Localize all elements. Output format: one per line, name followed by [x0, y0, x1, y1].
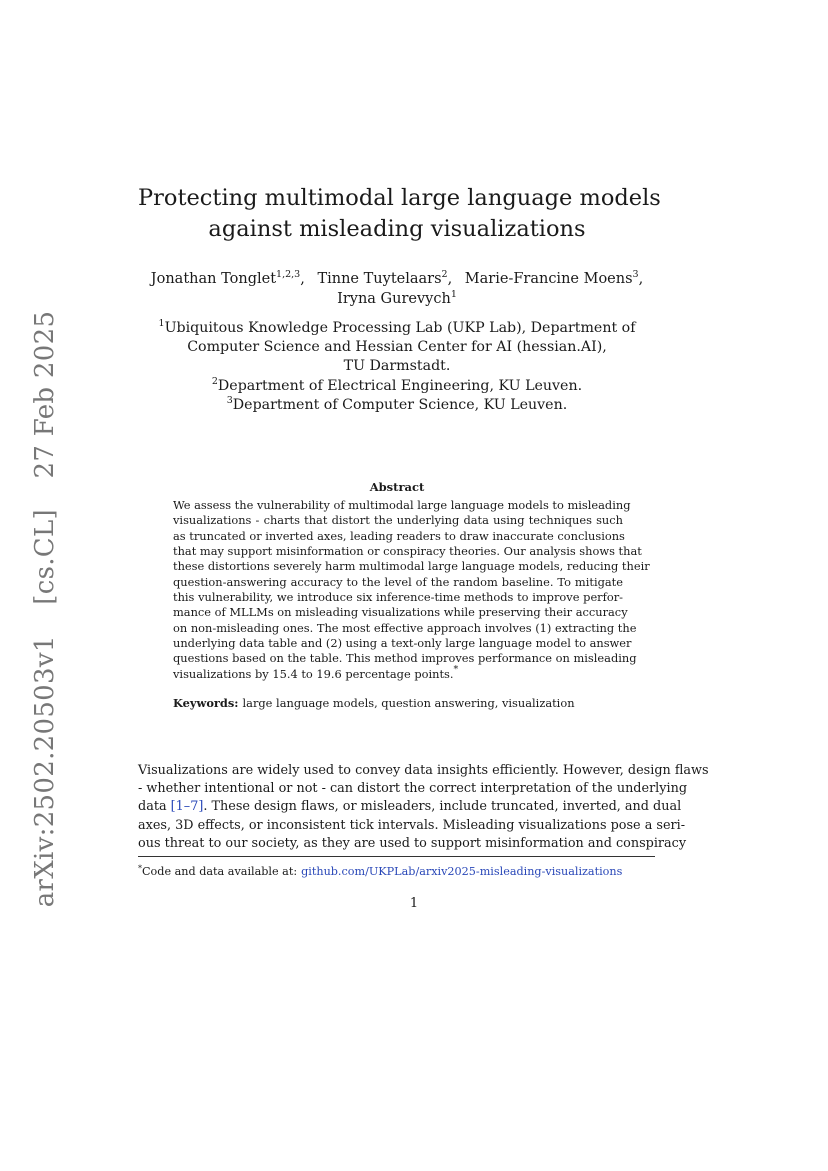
abstract-line: mance of MLLMs on misleading visualizations while preserving their accuracy [173, 605, 628, 620]
author-row-1 [138, 269, 656, 289]
abstract-heading: Abstract [369, 480, 425, 494]
footnote [138, 864, 622, 878]
author-name: Marie-Francine Moens [464, 271, 633, 287]
abstract-line: questions based on the table. This method improves performance on misleading [173, 651, 637, 666]
keywords-label: Keywords: [173, 696, 239, 710]
footnote-marker: * [138, 864, 142, 873]
author-separator: , [638, 271, 644, 287]
affiliations [138, 319, 656, 415]
intro-line: Visualizations are widely used to convey data insights efficiently. However, design flaws [138, 763, 709, 778]
abstract-line: as truncated or inverted axes, leading readers to draw inaccurate conclusions [173, 528, 625, 543]
abstract-line: these distortions severely harm multimodal large language models, reducing their [173, 559, 650, 574]
abstract-line: visualizations - charts that distort the underlying data using techniques such [173, 513, 623, 528]
author-affiliation-marker: 1,2,3 [276, 269, 301, 280]
abstract-line: visualizations by 15.4 to 19.6 percentage points.* [173, 663, 459, 681]
abstract-line: this vulnerability, we introduce six inference-time methods to improve perfor- [173, 590, 623, 605]
affiliation-line: Computer Science and Hessian Center for AI (hessian.AI), [187, 339, 607, 356]
author-name: Iryna Gurevych [337, 291, 451, 307]
title-line-1: Protecting multimodal large language models [138, 185, 661, 211]
abstract-line: question-answering accuracy to the level of the random baseline. To mitigate [173, 574, 623, 589]
intro-line: - whether intentional or not - can distort the correct interpretation of the underlying [138, 781, 688, 797]
affiliation-line: $^1$Ubiquitous Knowledge Processing Lab (UKP Lab), Department of [158, 318, 636, 336]
arxiv-id: arXiv:2502.20503v1 [30, 635, 60, 908]
affiliation-marker: 1 [158, 318, 165, 329]
footnote-marker: * [453, 663, 459, 675]
keywords-text: large language models, question answering, visualization [242, 696, 575, 710]
arxiv-date: 27 Feb 2025 [30, 310, 60, 479]
affiliation-line: $^3$Department of Computer Science, KU Leuven. [226, 394, 568, 413]
author-affiliation-marker: 3 [632, 269, 639, 280]
abstract-line: that may support misinformation or conspiracy theories. Our analysis shows that [173, 544, 642, 559]
author [465, 271, 643, 287]
github-link[interactable]: github.com/UKPLab/arxiv2025-misleading-visualizations [301, 865, 623, 878]
paper-title [138, 183, 661, 245]
author-list [138, 269, 656, 309]
intro-paragraph [138, 762, 709, 853]
author-affiliation-marker: 2 [441, 269, 448, 280]
arxiv-category: [cs.CL] [30, 509, 60, 605]
abstract-line: We assess the vulnerability of multimodal large language models to misleading [173, 498, 631, 512]
intro-line: axes, 3D effects, or inconsistent tick intervals. Misleading visualizations pose a seri- [138, 817, 686, 833]
footnote-rule [138, 856, 655, 857]
title-line-2: against misleading visualizations [208, 216, 586, 242]
footnote-text: Code and data available at: [142, 865, 298, 878]
author-name: Jonathan Tonglet [150, 271, 277, 287]
author-name: Tinne Tuytelaars [317, 271, 442, 287]
author-separator: , [300, 271, 305, 287]
abstract-body [173, 498, 650, 682]
affiliation-marker: 3 [226, 394, 233, 406]
intro-line: ous threat to our society, as they are used to support misinformation and conspiracy [138, 835, 687, 851]
keywords [173, 696, 575, 710]
affiliation-line: TU Darmstadt. [343, 358, 451, 375]
intro-line: data [1–7]. These design flaws, or misleaders, include truncated, inverted, and dual [138, 799, 682, 815]
arxiv-side-identifier [30, 300, 60, 919]
author-row-2 [138, 289, 656, 309]
author [317, 271, 452, 287]
author-separator: , [447, 271, 453, 287]
affiliation-marker: 2 [211, 375, 218, 387]
citation-link[interactable]: [1–7] [170, 799, 204, 815]
affiliation-line: $^2$Department of Electrical Engineering, KU Leuven. [211, 375, 583, 394]
abstract-line: on non-misleading ones. The most effective approach involves (1) extracting the [173, 620, 637, 635]
abstract-line: underlying data table and (2) using a text-only large language model to answer [173, 636, 632, 651]
author [337, 291, 457, 307]
author-affiliation-marker: 1 [450, 289, 457, 300]
author [151, 271, 305, 287]
page-number: 1 [409, 896, 419, 911]
